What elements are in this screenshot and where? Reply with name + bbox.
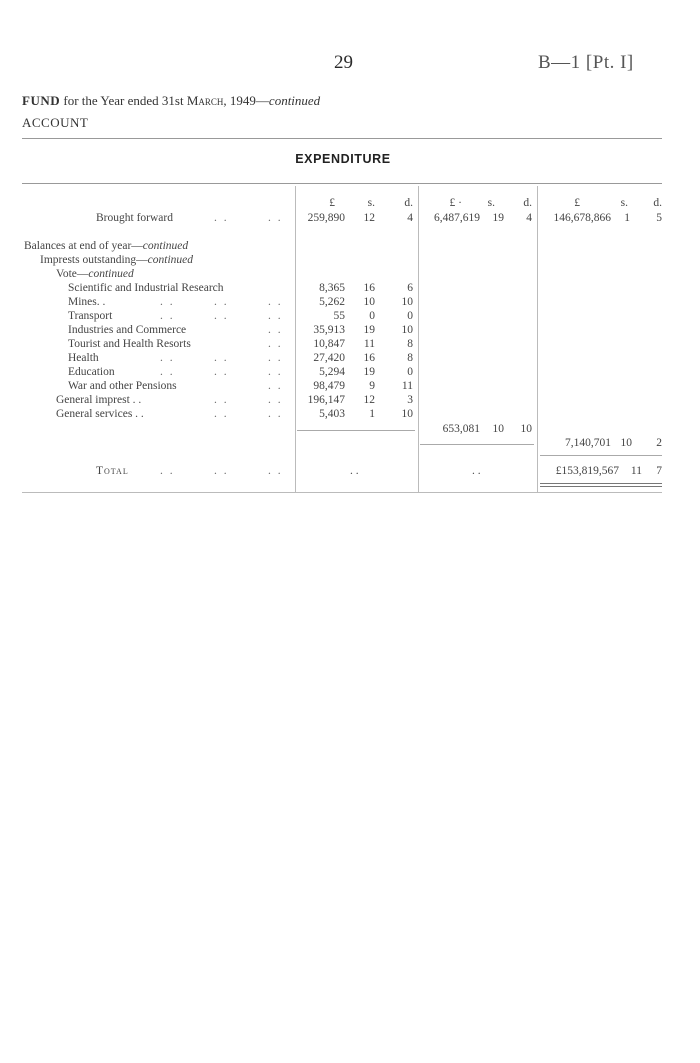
row-label: Transport xyxy=(68,310,113,322)
bf-col2-shillings: 19 xyxy=(492,212,504,224)
bf-col3-pence: 5 xyxy=(656,212,662,224)
row-shillings: 12 xyxy=(363,394,375,406)
leader-dots: . . xyxy=(268,380,283,392)
leader-dots: . . xyxy=(268,296,283,308)
vote-continued: continued xyxy=(88,268,134,280)
row-label: Mines. . xyxy=(68,296,106,308)
col3-shilling-header: s. xyxy=(620,197,628,209)
column-divider xyxy=(295,186,296,492)
row-label: General imprest . . xyxy=(56,394,142,406)
leader-dots: . . xyxy=(214,408,229,420)
subtotal-col3-shillings: 10 xyxy=(620,437,632,449)
fund-word: FUND xyxy=(22,93,61,108)
col2-pence-header: d. xyxy=(523,197,532,209)
leader-dots: . . xyxy=(268,352,283,364)
leader-dots: . . xyxy=(268,324,283,336)
imprests-continued: continued xyxy=(147,254,194,266)
leader-dots: . . xyxy=(268,394,283,406)
row-pounds: 98,479 xyxy=(313,380,345,392)
row-pounds: 5,294 xyxy=(319,366,345,378)
bf-col2-pounds: 6,487,619 xyxy=(434,212,480,224)
leader-dots: . . xyxy=(160,366,175,378)
row-label: Scientific and Industrial Research xyxy=(68,282,224,294)
row-shillings: 19 xyxy=(363,324,375,336)
row-label: Health xyxy=(68,352,99,364)
balances-continued: continued xyxy=(142,240,189,252)
leader-dots: . . xyxy=(268,310,283,322)
row-pence: 3 xyxy=(407,394,413,406)
column-divider xyxy=(418,186,419,492)
bf-col3-pounds: 146,678,866 xyxy=(553,212,611,224)
leader-dots: . . xyxy=(268,408,283,420)
leader-dots: . . xyxy=(268,338,283,350)
row-pounds: 5,262 xyxy=(319,296,345,308)
account-title-line xyxy=(22,93,320,109)
total-shillings: 11 xyxy=(630,465,642,477)
row-pence: 10 xyxy=(401,324,413,336)
row-pence: 11 xyxy=(401,380,413,392)
leader-dots: . . xyxy=(160,310,175,322)
subtotal-col2-pence: 10 xyxy=(520,423,532,435)
total-col2-blank: . . xyxy=(472,465,481,477)
row-pounds: 10,847 xyxy=(313,338,345,350)
title-year: , 1949— xyxy=(223,93,269,108)
total-label: Total xyxy=(96,465,129,477)
document-reference: B—1 [Pt. I] xyxy=(538,52,634,73)
row-shillings: 9 xyxy=(369,380,375,392)
total-double-rule xyxy=(540,486,662,487)
leader-dots: . . xyxy=(160,352,175,364)
col3-pound-header: £ xyxy=(574,197,580,209)
balances-text: Balances at end of year— xyxy=(24,240,143,252)
total-col1-blank: . . xyxy=(350,465,359,477)
leader-dots: . . xyxy=(268,366,283,378)
vote-text: Vote— xyxy=(56,268,89,280)
subtotal-col3-pounds: 7,140,701 xyxy=(565,437,611,449)
row-pence: 10 xyxy=(401,408,413,420)
page-number: 29 xyxy=(334,52,353,73)
leader-dots: . . xyxy=(214,366,229,378)
imprests-heading xyxy=(40,254,193,266)
account-subtitle: ACCOUNT xyxy=(22,115,89,130)
title-text: for the Year ended 31st xyxy=(60,93,187,108)
leader-dots: . . xyxy=(214,352,229,364)
row-label: War and other Pensions xyxy=(68,380,177,392)
row-label: Industries and Commerce xyxy=(68,324,187,336)
col2-pound-header: £ · xyxy=(449,197,462,209)
row-pounds: 35,913 xyxy=(313,324,345,336)
leader-dots: . . xyxy=(160,296,175,308)
row-pence: 10 xyxy=(401,296,413,308)
row-shillings: 16 xyxy=(363,352,375,364)
row-pence: 6 xyxy=(407,282,413,294)
row-shillings: 19 xyxy=(363,366,375,378)
col1-pence-header: d. xyxy=(404,197,413,209)
total-double-rule xyxy=(540,483,662,484)
balances-heading xyxy=(24,240,188,252)
leader-dots: . . xyxy=(214,212,229,224)
title-continued: continued xyxy=(268,93,321,108)
leader-dots: . . xyxy=(160,465,175,477)
top-rule xyxy=(22,138,662,139)
col1-shilling-header: s. xyxy=(367,197,375,209)
column-divider xyxy=(537,186,538,492)
leader-dots: . . xyxy=(268,212,283,224)
row-label: Education xyxy=(68,366,115,378)
col1-pound-header: £ xyxy=(329,197,335,209)
row-pence: 0 xyxy=(407,310,413,322)
row-pounds: 5,403 xyxy=(319,408,345,420)
total-pence: 7 xyxy=(656,465,662,477)
subtotal-rule xyxy=(420,444,534,445)
row-pounds: 27,420 xyxy=(313,352,345,364)
row-pounds: 196,147 xyxy=(307,394,345,406)
title-month: March xyxy=(186,93,224,108)
leader-dots: . . xyxy=(214,310,229,322)
total-pounds: £153,819,567 xyxy=(555,465,619,477)
leader-dots: . . xyxy=(214,465,229,477)
row-shillings: 0 xyxy=(369,310,375,322)
leader-dots: . . xyxy=(214,394,229,406)
row-pounds: 55 xyxy=(333,310,345,322)
bf-col1-pence: 4 xyxy=(407,212,413,224)
row-pence: 8 xyxy=(407,352,413,364)
row-shillings: 1 xyxy=(369,408,375,420)
subtotal-col3-pence: 2 xyxy=(656,437,662,449)
row-shillings: 10 xyxy=(363,296,375,308)
total-upper-rule xyxy=(540,455,662,456)
col3-pence-header: d. xyxy=(653,197,662,209)
row-pounds: 8,365 xyxy=(319,282,345,294)
subtotal-col2-shillings: 10 xyxy=(492,423,504,435)
vote-heading xyxy=(56,268,134,280)
bf-col1-pounds: 259,890 xyxy=(307,212,345,224)
brought-forward-label: Brought forward xyxy=(96,212,173,224)
expenditure-heading: EXPENDITURE xyxy=(295,152,391,166)
row-label: Tourist and Health Resorts xyxy=(68,338,191,350)
row-label: General services . . xyxy=(56,408,144,420)
bf-col1-shillings: 12 xyxy=(363,212,375,224)
heading-rule xyxy=(22,183,662,184)
subtotal-col2-pounds: 653,081 xyxy=(442,423,480,435)
leader-dots: . . xyxy=(268,465,283,477)
bf-col3-shillings: 1 xyxy=(624,212,630,224)
row-pence: 0 xyxy=(407,366,413,378)
imprests-text: Imprests outstanding— xyxy=(40,254,148,266)
subtotal-rule xyxy=(297,430,415,431)
bf-col2-pence: 4 xyxy=(526,212,532,224)
row-pence: 8 xyxy=(407,338,413,350)
col2-shilling-header: s. xyxy=(487,197,495,209)
row-shillings: 16 xyxy=(363,282,375,294)
bottom-rule xyxy=(22,492,662,493)
leader-dots: . . xyxy=(214,296,229,308)
row-shillings: 11 xyxy=(363,338,375,350)
